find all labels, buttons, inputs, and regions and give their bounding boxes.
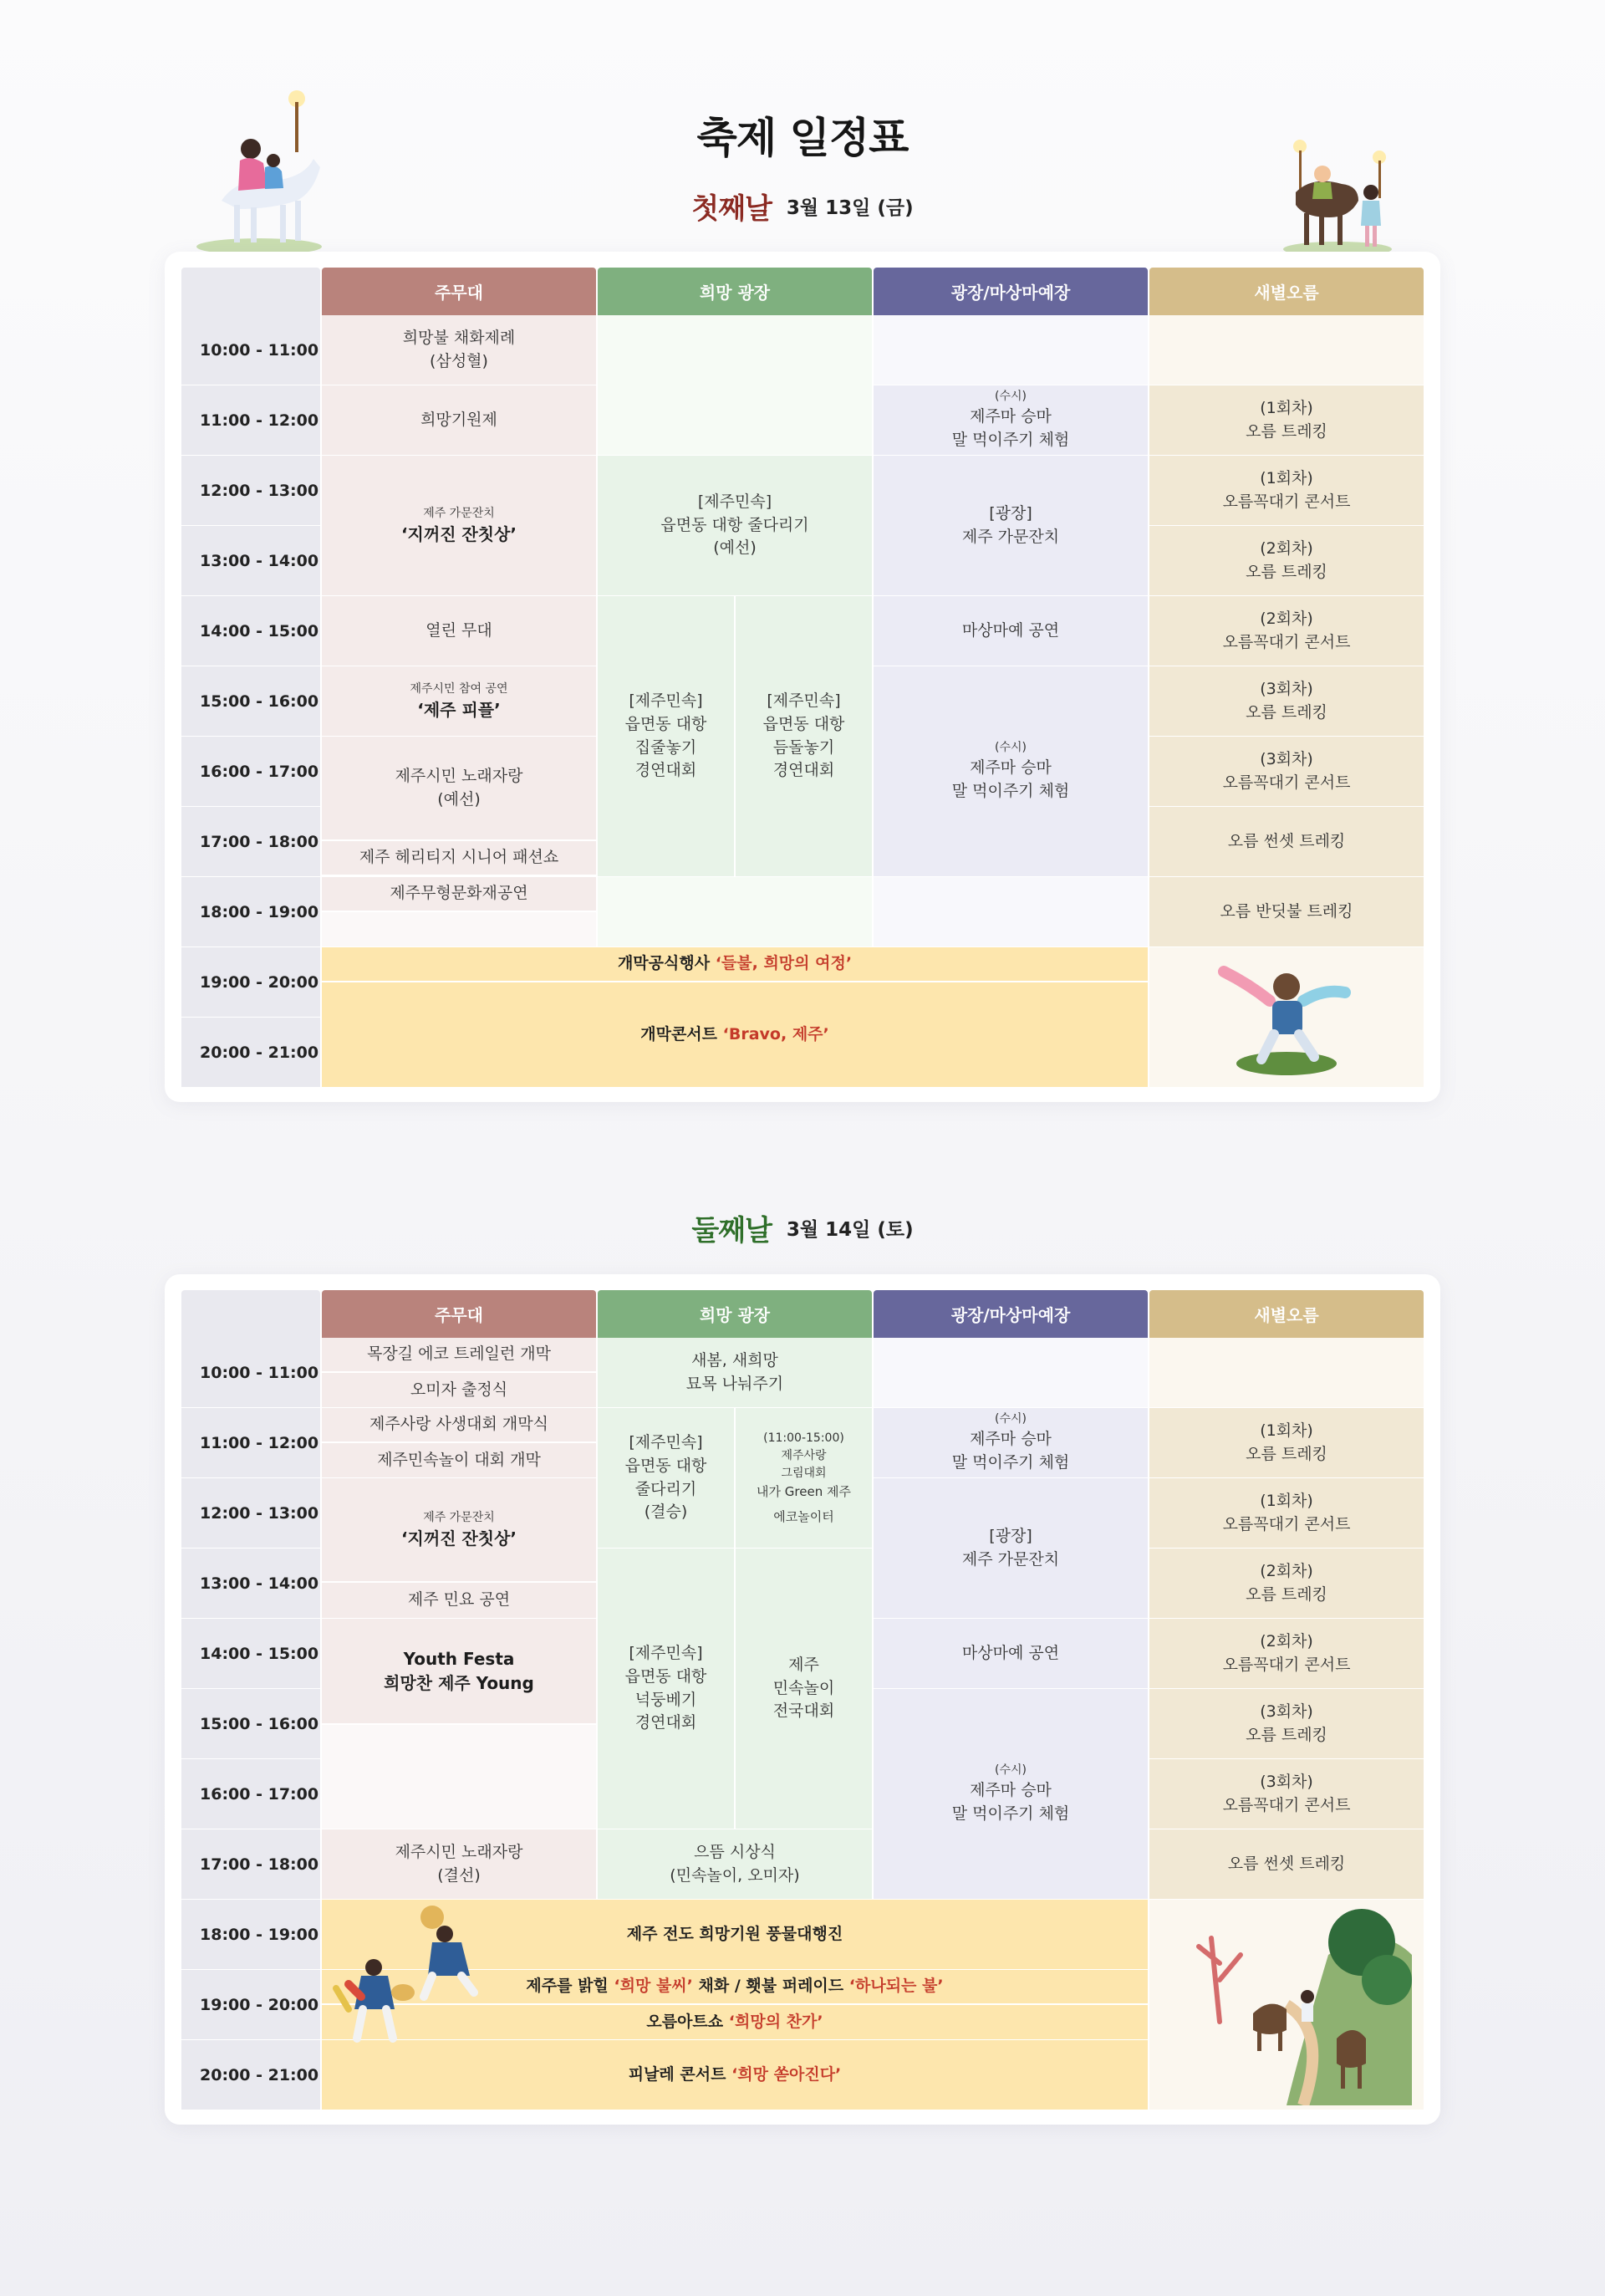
event-label: 오름아트쇼 — [646, 2012, 724, 2031]
event-cell — [1149, 1549, 1424, 1618]
event-cell — [598, 1338, 872, 1407]
header-plaza-horse: 광장/마상마예장 — [874, 1290, 1148, 1338]
event-cell — [598, 596, 734, 876]
time-slot: 19:00 - 20:00 — [181, 1970, 320, 2039]
day1-name: 첫째날 — [691, 192, 772, 226]
event-subtext: (수시) — [995, 1763, 1027, 1778]
header-saebyeol-orum: 새별오름 — [1149, 268, 1424, 315]
finale-event-text — [629, 2064, 842, 2087]
event-text: 경연대회 — [772, 761, 835, 780]
opening-event-text — [618, 952, 852, 976]
event-text: 제주마 승마 — [970, 1781, 1052, 1800]
event-cell — [1149, 456, 1424, 525]
event-text: [광장] — [989, 1526, 1032, 1545]
event-subtext: 제주시민 참여 공연 — [410, 681, 508, 696]
empty-cell — [874, 877, 1148, 946]
drummers-illustration — [328, 1905, 487, 2047]
event-cell — [322, 841, 596, 875]
event-cell — [1149, 385, 1424, 455]
event-text: 말 먹이주기 체험 — [951, 431, 1070, 449]
time-slot: 11:00 - 12:00 — [181, 385, 320, 455]
event-text: [제주민속] — [697, 492, 772, 512]
day1-schedule-table — [181, 268, 1424, 1087]
event-text: 오름꼭대기 콘서트 — [1222, 1514, 1351, 1533]
event-text: 말 먹이주기 체험 — [951, 1453, 1070, 1472]
event-title: Youth Festa — [403, 1648, 515, 1669]
event-subtext: (2회차) — [1260, 1561, 1313, 1580]
time-header-blank — [181, 1290, 320, 1338]
event-text: 제주무형문화재공연 — [390, 884, 528, 903]
event-text: 오름꼭대기 콘서트 — [1222, 1655, 1351, 1674]
event-subtext: (수시) — [995, 390, 1027, 404]
header-hope-plaza: 희망 광장 — [598, 268, 872, 315]
event-text: 묘목 나눠주기 — [685, 1374, 784, 1393]
event-cell — [322, 1583, 596, 1618]
time-slot: 15:00 - 16:00 — [181, 1689, 320, 1758]
event-text: 오름 트레킹 — [1246, 562, 1327, 581]
event-cell — [736, 1549, 872, 1829]
event-text: 제주시민 노래자랑 — [395, 766, 523, 785]
event-cell — [874, 1408, 1148, 1477]
event-text: 제주 — [788, 1656, 819, 1675]
event-cell — [736, 1408, 872, 1548]
event-text: 제주마 승마 — [970, 407, 1052, 426]
day2-heading — [0, 1207, 1605, 1248]
event-text: 넉둥베기 — [634, 1690, 697, 1709]
opening-concert-event — [322, 982, 1148, 1087]
event-cell — [1149, 1829, 1424, 1899]
event-subtext: (1회차) — [1260, 468, 1313, 487]
horse-rider-illustration — [188, 84, 330, 259]
time-slot: 18:00 - 19:00 — [181, 877, 320, 946]
event-cell — [322, 385, 596, 455]
day2-date: 3월 14일 (토) — [786, 1219, 914, 1241]
event-title: ‘희망 불씨’ — [614, 1977, 693, 1996]
event-text: 읍면동 대항 — [624, 1666, 707, 1686]
event-cell — [598, 1829, 872, 1899]
dancer-illustration — [1207, 955, 1366, 1080]
event-text: (예선) — [713, 538, 757, 558]
event-text: 오름 트레킹 — [1246, 1725, 1327, 1744]
event-cell — [598, 1408, 734, 1548]
event-label: 제주를 밝힐 — [526, 1977, 609, 1996]
event-title: ‘희망 쏟아진다’ — [731, 2064, 842, 2084]
event-text: 오름 트레킹 — [1246, 702, 1327, 722]
event-subtext: 그림대회 — [781, 1466, 827, 1480]
event-text: 희망기원제 — [420, 410, 497, 429]
event-text: 오름 썬셋 트레킹 — [1227, 1854, 1346, 1873]
event-title: ‘하나되는 불’ — [848, 1977, 944, 1996]
empty-cell — [1149, 315, 1424, 385]
event-cell — [322, 1829, 596, 1899]
event-label: 개막공식행사 — [617, 954, 711, 973]
opening-ceremony-event — [322, 947, 1148, 981]
event-text: 말 먹이주기 체험 — [951, 1804, 1070, 1823]
event-cell — [1149, 1478, 1424, 1548]
event-subtext: (3회차) — [1260, 749, 1313, 768]
event-cell — [598, 1549, 734, 1829]
event-cell — [322, 456, 596, 595]
event-title: ‘Bravo, 제주’ — [722, 1024, 829, 1043]
time-slot: 15:00 - 16:00 — [181, 666, 320, 736]
time-slot: 20:00 - 21:00 — [181, 2040, 320, 2110]
event-text: 경연대회 — [634, 1713, 697, 1732]
event-text: 오미자 출정식 — [410, 1380, 508, 1399]
time-slot: 16:00 - 17:00 — [181, 1759, 320, 1829]
header-saebyeol-orum: 새별오름 — [1149, 1290, 1424, 1338]
event-label: 피날레 콘서트 — [628, 2064, 726, 2084]
event-cell — [874, 1478, 1148, 1618]
event-subtext: (3회차) — [1260, 679, 1313, 698]
header-plaza-horse: 광장/마상마예장 — [874, 268, 1148, 315]
empty-cell — [1149, 1338, 1424, 1407]
event-text: 민속놀이 — [772, 1678, 835, 1697]
event-cell — [1149, 596, 1424, 666]
event-cell — [874, 1619, 1148, 1688]
illustration-cell — [1149, 947, 1424, 1087]
empty-cell — [874, 315, 1148, 385]
event-subtext: (1회차) — [1260, 1421, 1313, 1440]
time-slot: 11:00 - 12:00 — [181, 1408, 320, 1477]
event-subtext: (3회차) — [1260, 1702, 1313, 1721]
event-cell — [874, 666, 1148, 876]
event-cell — [322, 596, 596, 666]
event-cell — [1149, 666, 1424, 736]
time-slot: 12:00 - 13:00 — [181, 456, 320, 525]
event-cell — [736, 596, 872, 876]
event-text: [제주민속] — [767, 691, 841, 711]
event-cell — [1149, 737, 1424, 806]
event-text: 오름꼭대기 콘서트 — [1222, 492, 1351, 511]
event-text: 제주마 승마 — [970, 1430, 1052, 1449]
time-slot: 17:00 - 18:00 — [181, 807, 320, 876]
event-cell — [322, 666, 596, 736]
event-cell — [322, 737, 596, 839]
event-text: 오름꼭대기 콘서트 — [1222, 773, 1351, 792]
event-cell — [1149, 1689, 1424, 1758]
event-text: 오름 반딧불 트레킹 — [1220, 901, 1353, 921]
event-cell — [1149, 526, 1424, 595]
event-text: [제주민속] — [629, 1433, 703, 1452]
time-slot: 20:00 - 21:00 — [181, 1018, 320, 1087]
event-text: 읍면동 대항 — [624, 1456, 707, 1475]
event-cell — [1149, 1759, 1424, 1829]
event-text: [제주민속] — [629, 1644, 703, 1663]
event-cell — [322, 1619, 596, 1723]
time-slot: 10:00 - 11:00 — [181, 1338, 320, 1407]
event-cell — [322, 315, 596, 385]
event-subtext: (3회차) — [1260, 1772, 1313, 1791]
horse-children-illustration — [1279, 134, 1396, 259]
event-text: 제주마 승마 — [970, 758, 1052, 778]
event-text: 전국대회 — [772, 1702, 835, 1721]
empty-cell — [322, 1725, 596, 1829]
event-text: 오름 썬셋 트레킹 — [1227, 831, 1346, 850]
time-slot: 13:00 - 14:00 — [181, 1549, 320, 1618]
time-slot: 14:00 - 15:00 — [181, 596, 320, 666]
empty-cell — [598, 877, 872, 946]
event-text: 오름 트레킹 — [1246, 421, 1327, 441]
event-cell — [322, 1478, 596, 1581]
event-text: 제주민속놀이 대회 개막 — [377, 1450, 541, 1469]
event-subtext: 내가 Green 제주 — [757, 1483, 851, 1499]
event-text: (삼성혈) — [430, 351, 488, 370]
event-cell — [1149, 877, 1424, 946]
event-cell — [322, 877, 596, 911]
event-cell — [322, 1443, 596, 1477]
event-subtext: (1회차) — [1260, 398, 1313, 417]
event-subtext: (수시) — [995, 741, 1027, 755]
time-slot: 17:00 - 18:00 — [181, 1829, 320, 1899]
event-cell — [322, 1373, 596, 1407]
event-text: [제주민속] — [629, 691, 703, 711]
event-title: 희망찬 제주 Young — [384, 1672, 534, 1693]
time-slot: 10:00 - 11:00 — [181, 315, 320, 385]
forest-horses-illustration — [1161, 1905, 1412, 2105]
time-slot: 14:00 - 15:00 — [181, 1619, 320, 1688]
event-text: 마상마예 공연 — [961, 1643, 1060, 1662]
event-cell — [1149, 807, 1424, 876]
parade-text: 제주 전도 희망기원 풍물대행진 — [626, 1924, 843, 1943]
event-cell — [1149, 1408, 1424, 1477]
concert-event-text — [640, 1023, 829, 1047]
event-subtext: 제주사랑 — [781, 1448, 827, 1462]
event-text: (결선) — [437, 1865, 481, 1885]
event-label: 채화 / 횃불 퍼레이드 — [698, 1977, 844, 1996]
event-text: 마상마예 공연 — [961, 620, 1060, 640]
event-text: 제주 가문잔치 — [961, 1549, 1060, 1569]
event-text: 제주사랑 사생대회 개막식 — [369, 1415, 548, 1434]
event-text: 희망불 채화제례 — [402, 328, 516, 347]
event-text: [광장] — [989, 503, 1032, 523]
day2-name: 둘째날 — [691, 1214, 772, 1247]
event-text: 목장길 에코 트레일런 개막 — [366, 1344, 551, 1364]
event-title: ‘제주 피플’ — [417, 699, 501, 720]
time-slot: 12:00 - 13:00 — [181, 1478, 320, 1548]
event-text: 줄다리기 — [634, 1479, 697, 1498]
event-subtext: (11:00-15:00) — [763, 1431, 844, 1445]
time-slot: 16:00 - 17:00 — [181, 737, 320, 806]
event-text: 경연대회 — [634, 761, 697, 780]
event-cell — [322, 1338, 596, 1371]
time-slot: 18:00 - 19:00 — [181, 1900, 320, 1969]
page-title: 축제 일정표 — [696, 114, 909, 162]
day1-date: 3월 13일 (금) — [786, 197, 914, 219]
event-text: 오름 트레킹 — [1246, 1444, 1327, 1463]
event-text: 제주 헤리티지 시니어 패션쇼 — [359, 848, 559, 867]
event-label: 개막콘서트 — [640, 1024, 718, 1043]
event-subtext: (1회차) — [1260, 1491, 1313, 1510]
event-text: 으뜸 시상식 — [694, 1842, 776, 1861]
event-text: 열린 무대 — [425, 620, 492, 640]
event-text: 오름 트레킹 — [1246, 1584, 1327, 1604]
header-hope-plaza: 희망 광장 — [598, 1290, 872, 1338]
event-subtext: 에코놀이터 — [773, 1509, 834, 1524]
event-text: 오름꼭대기 콘서트 — [1222, 632, 1351, 651]
event-text: (결승) — [644, 1503, 688, 1522]
event-cell — [874, 385, 1148, 455]
day2-schedule-table — [181, 1290, 1424, 2110]
empty-cell — [874, 1338, 1148, 1407]
header-main-stage: 주무대 — [322, 268, 596, 315]
event-title: ‘희망의 찬가’ — [728, 2012, 823, 2031]
event-subtext: (수시) — [995, 1412, 1027, 1426]
illustration-cell — [1149, 1900, 1424, 2110]
event-cell — [1149, 1619, 1424, 1688]
time-slot: 19:00 - 20:00 — [181, 947, 320, 1017]
event-title: ‘지꺼진 잔칫상’ — [400, 523, 517, 544]
event-text: 집줄놓기 — [634, 737, 697, 757]
event-text: 읍면동 대항 — [762, 714, 845, 733]
event-text: 제주 가문잔치 — [961, 527, 1060, 546]
event-subtext: 제주 가문잔치 — [423, 506, 495, 520]
event-cell — [598, 456, 872, 595]
event-subtext: 제주 가문잔치 — [423, 1510, 495, 1524]
time-slot: 13:00 - 14:00 — [181, 526, 320, 595]
event-subtext: (2회차) — [1260, 538, 1313, 558]
event-text: 제주시민 노래자랑 — [395, 1842, 523, 1861]
torch-event-text — [526, 1975, 943, 1998]
event-cell — [874, 1689, 1148, 1899]
event-cell — [322, 1408, 596, 1441]
time-header-blank — [181, 268, 320, 315]
event-title: ‘지꺼진 잔칫상’ — [400, 1528, 517, 1549]
event-text: 제주 민요 공연 — [407, 1590, 511, 1610]
event-text: 말 먹이주기 체험 — [951, 782, 1070, 800]
event-text: 읍면동 대항 줄다리기 — [660, 515, 809, 534]
event-subtext: (2회차) — [1260, 609, 1313, 628]
header-main-stage: 주무대 — [322, 1290, 596, 1338]
event-text: 읍면동 대항 — [624, 714, 707, 733]
event-cell — [874, 456, 1148, 595]
event-text: 오름꼭대기 콘서트 — [1222, 1795, 1351, 1814]
art-event-text — [646, 2011, 823, 2034]
finale-concert-event — [322, 2040, 1148, 2110]
event-title: ‘들불, 희망의 여정’ — [715, 954, 853, 973]
event-text: 새봄, 새희망 — [691, 1350, 778, 1370]
event-text: (민속놀이, 오미자) — [670, 1865, 800, 1885]
event-text: 듬돌놓기 — [772, 737, 835, 757]
event-subtext: (2회차) — [1260, 1631, 1313, 1651]
event-text: (예선) — [437, 789, 481, 809]
empty-cell — [322, 912, 596, 946]
empty-cell — [598, 315, 872, 455]
event-cell — [874, 596, 1148, 666]
